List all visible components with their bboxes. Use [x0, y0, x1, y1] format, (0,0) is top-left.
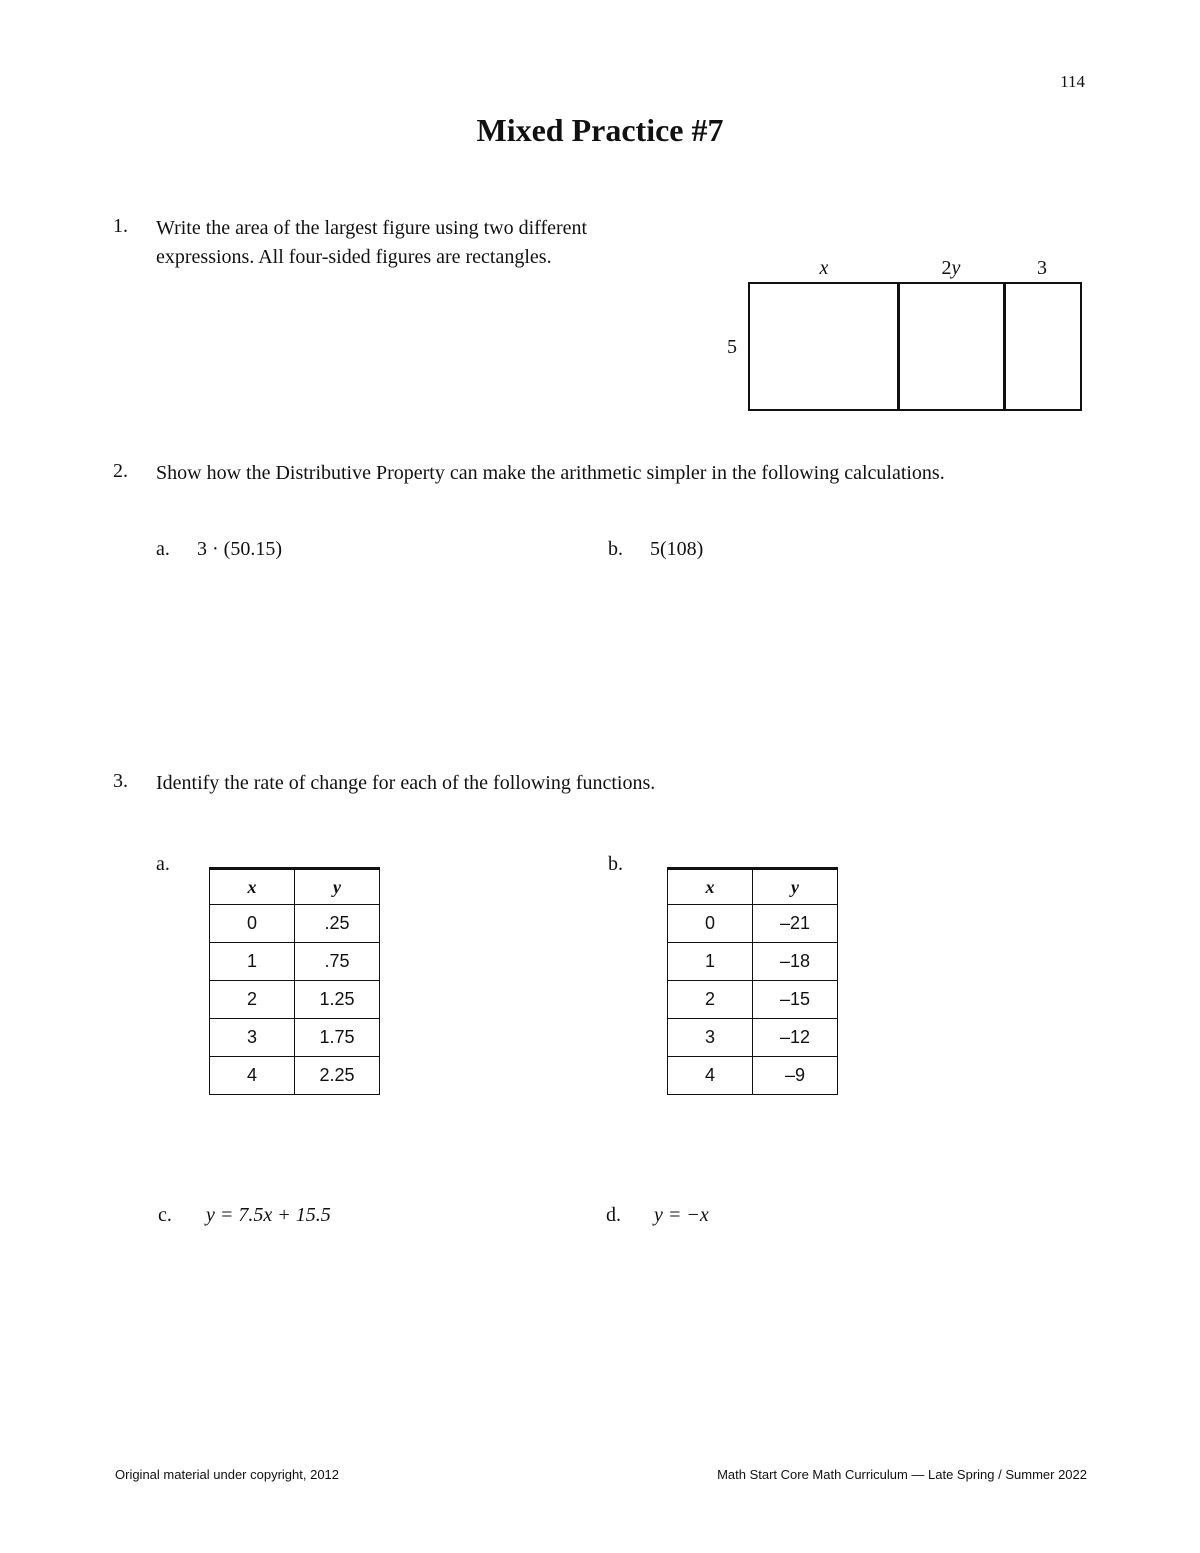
question-1-text-line1: Write the area of the largest figure using two different — [156, 217, 588, 239]
table-cell: 3 — [210, 1019, 295, 1057]
table-cell: .25 — [295, 905, 380, 943]
rectangle-2y — [897, 282, 1006, 411]
table-cell: 3 — [668, 1019, 753, 1057]
table-row — [210, 905, 380, 943]
table-row — [668, 943, 838, 981]
question-3c-label: c. — [158, 1204, 172, 1226]
table-cell: 0 — [668, 905, 753, 943]
question-3-text: Identify the rate of change for each of the following functions. — [156, 772, 656, 794]
table-cell: 0 — [210, 905, 295, 943]
table-cell: 1 — [210, 943, 295, 981]
table-row — [210, 943, 380, 981]
table-header-x: x — [210, 869, 295, 905]
page-title: Mixed Practice #7 — [476, 112, 724, 148]
question-3b-label: b. — [608, 853, 623, 875]
table-header-y: y — [753, 869, 838, 905]
question-2-number: 2. — [113, 460, 128, 482]
table-cell: –18 — [753, 943, 838, 981]
table-cell: 1.75 — [295, 1019, 380, 1057]
table-row — [210, 981, 380, 1019]
table-cell: .75 — [295, 943, 380, 981]
footer-copyright: Original material under copyright, 2012 — [115, 1467, 340, 1482]
question-3d-equation: y = −x — [654, 1204, 709, 1226]
table-header-y: y — [295, 869, 380, 905]
question-3c-equation: y = 7.5x + 15.5 — [206, 1204, 331, 1226]
table-cell: 4 — [668, 1057, 753, 1095]
table-row — [668, 905, 838, 943]
table-cell: 1 — [668, 943, 753, 981]
table-cell: –9 — [753, 1057, 838, 1095]
question-3d-label: d. — [606, 1204, 621, 1226]
question-2b-expression: 5(108) — [650, 538, 704, 560]
table-cell: 1.25 — [295, 981, 380, 1019]
question-2b-label: b. — [608, 538, 623, 560]
table-cell: 4 — [210, 1057, 295, 1095]
table-row — [668, 1057, 838, 1095]
table-header-row — [668, 869, 838, 905]
function-table-b — [667, 867, 838, 1095]
table-row — [668, 1019, 838, 1057]
table-cell: –21 — [753, 905, 838, 943]
rectangle-3 — [1003, 282, 1082, 411]
question-3a-label: a. — [156, 853, 170, 875]
table-cell: 2 — [668, 981, 753, 1019]
table-cell: –12 — [753, 1019, 838, 1057]
footer-curriculum: Math Start Core Math Curriculum — Late Spring / Summer 2022 — [717, 1467, 1087, 1482]
table-row — [210, 1057, 380, 1095]
question-1-text — [156, 214, 587, 272]
figure-label-2y: 2y — [941, 257, 961, 279]
figure-label-x: x — [819, 257, 829, 279]
table-cell: 2.25 — [295, 1057, 380, 1095]
rectangle-x — [748, 282, 900, 411]
question-1-text-line2: expressions. All four-sided figures are rectangles. — [156, 246, 552, 268]
figure-label-3: 3 — [1037, 257, 1047, 279]
question-2a-label: a. — [156, 538, 170, 560]
page-number: 114 — [1060, 72, 1085, 91]
question-2a-expression: 3 · (50.15) — [197, 538, 282, 560]
function-table-a — [209, 867, 380, 1095]
question-1-number: 1. — [113, 215, 128, 237]
table-row — [668, 981, 838, 1019]
table-row — [210, 1019, 380, 1057]
table-cell: –15 — [753, 981, 838, 1019]
figure-label-5: 5 — [727, 336, 737, 358]
table-header-x: x — [668, 869, 753, 905]
question-3-number: 3. — [113, 770, 128, 792]
table-header-row — [210, 869, 380, 905]
question-2-text: Show how the Distributive Property can make the arithmetic simpler in the following calculations. — [156, 462, 945, 484]
table-cell: 2 — [210, 981, 295, 1019]
